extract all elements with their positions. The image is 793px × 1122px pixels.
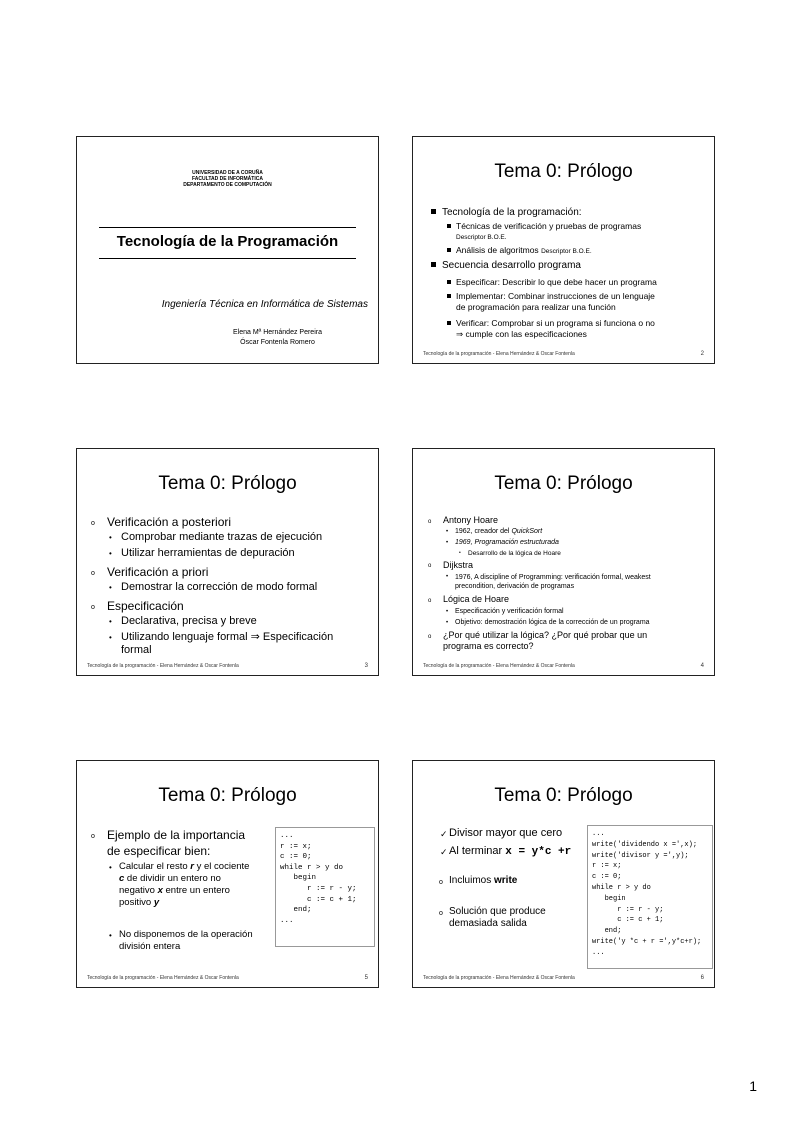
- circle-bullet-icon: o: [91, 520, 95, 527]
- square-bullet-icon: [447, 321, 451, 325]
- slide-4: [412, 448, 715, 676]
- list-item: Antony Hoare: [443, 515, 499, 525]
- check-icon: ✓: [440, 847, 448, 857]
- list-item: Solución que produce demasiada salida: [449, 906, 546, 929]
- slide-number: 4: [700, 663, 704, 669]
- dot-bullet-icon: •: [109, 533, 112, 542]
- circle-bullet-icon: o: [91, 604, 95, 611]
- list-item: Implementar: Combinar instrucciones de un lenguaje de programación para realizar una función: [447, 291, 655, 313]
- code-line: begin: [592, 894, 626, 903]
- list-item: Declarativa, precisa y breve: [121, 615, 257, 627]
- circle-bullet-icon: o: [428, 634, 432, 640]
- dot-bullet-icon: •: [109, 931, 112, 940]
- circle-bullet-icon: o: [91, 833, 95, 840]
- list-item: Objetivo: demostración lógica de la corrección de un programa: [455, 619, 650, 626]
- list-item: Especificación y verificación formal: [455, 608, 564, 615]
- list-item: ¿Por qué utilizar la lógica? ¿Por qué probar que un programa es correcto?: [443, 630, 648, 651]
- slide-title: Tema 0: Prólogo: [494, 473, 633, 494]
- list-item: 1976, A discipline of Programming: verificación formal, weakest precondition, derivación de programas: [455, 574, 651, 590]
- department-name: DEPARTAMENTO DE COMPUTACIÓN: [183, 182, 272, 188]
- slide-title: Tema 0: Prólogo: [494, 161, 633, 182]
- code-line: while r > y do: [592, 883, 651, 892]
- faculty-name: FACULTAD DE INFORMÁTICA: [192, 176, 263, 182]
- square-bullet-icon: [447, 248, 451, 252]
- list-item: Análisis de algoritmos Descriptor B.O.E.: [447, 245, 592, 255]
- list-item: Lógica de Hoare: [443, 594, 510, 604]
- list-item: Tecnología de la programación:: [431, 207, 582, 218]
- dot-bullet-icon: •: [446, 620, 449, 626]
- code-line: c := c + 1;: [592, 916, 664, 925]
- slide-footer: Tecnología de la programación - Elena Hernández & Oscar Fontenla: [423, 663, 575, 669]
- author-1: Elena Mª Hernández Pereira: [233, 329, 322, 336]
- list-item: Divisor mayor que cero: [449, 827, 563, 839]
- code-line: ...: [280, 832, 294, 840]
- dot-bullet-icon: •: [446, 540, 449, 546]
- code-line: c := c + 1;: [280, 895, 357, 904]
- square-bullet-icon: [447, 294, 451, 298]
- check-icon: ✓: [440, 829, 448, 839]
- circle-bullet-icon: o: [428, 598, 432, 604]
- code-line: write('dividendo x =',x);: [592, 840, 698, 849]
- dot-bullet-icon: •: [109, 633, 112, 642]
- list-item: Ejemplo de la importancia de especificar bien:: [107, 828, 246, 858]
- code-line: r := x;: [280, 842, 312, 851]
- slide-footer: Tecnología de la programación - Elena Hernández & Oscar Fontenla: [423, 351, 575, 357]
- slide-3: [76, 448, 379, 676]
- slide1-subtitle: Ingeniería Técnica en Informática de Sistemas: [161, 299, 368, 310]
- code-line: begin: [280, 874, 317, 883]
- slide-footer: Tecnología de la programación - Elena Hernández & Oscar Fontenla: [87, 975, 239, 981]
- list-item: Dijkstra: [443, 560, 474, 570]
- list-item: Especificar: Describir lo que debe hacer un programa: [447, 277, 657, 287]
- square-bullet-icon: [447, 280, 451, 284]
- dot-bullet-icon: •: [446, 609, 449, 615]
- list-item: Verificación a posteriori: [107, 515, 232, 529]
- list-item: Técnicas de verificación y pruebas de programas Descriptor B.O.E.: [447, 221, 641, 243]
- list-item: Utilizando lenguaje formal ⇒ Especificación formal: [121, 631, 334, 656]
- circle-bullet-icon: o: [439, 879, 443, 886]
- slide-number: 2: [700, 351, 704, 357]
- title-rule-bottom: [99, 258, 356, 259]
- list-item: 1969, Programación estructurada: [455, 539, 559, 546]
- slide-2: [412, 136, 715, 364]
- code-line: ...: [592, 830, 605, 838]
- list-item: Secuencia desarrollo programa: [431, 260, 581, 271]
- code-block: [275, 827, 375, 947]
- code-line: c := 0;: [592, 873, 622, 882]
- list-item: Demostrar la corrección de modo formal: [121, 581, 318, 593]
- slide-number: 5: [364, 975, 368, 981]
- list-item: Especificación: [107, 599, 184, 613]
- slide-footer: Tecnología de la programación - Elena Hernández & Oscar Fontenla: [87, 663, 239, 669]
- list-item: Comprobar mediante trazas de ejecución: [121, 531, 323, 543]
- list-item: No disponemos de la operación división entera: [119, 929, 253, 952]
- code-line: end;: [280, 906, 312, 915]
- circle-bullet-icon: o: [439, 910, 443, 917]
- title-rule-top: [99, 227, 356, 228]
- code-line: end;: [592, 927, 622, 936]
- list-item: Incluimos write: [449, 875, 518, 886]
- code-line: r := x;: [592, 862, 622, 871]
- code-line: write('y *c + r =',y*c+r);: [592, 937, 702, 946]
- square-bullet-icon: [431, 262, 436, 267]
- university-name: UNIVERSIDAD DE A CORUÑA: [192, 170, 263, 176]
- slide-footer: Tecnología de la programación - Elena Hernández & Oscar Fontenla: [423, 975, 575, 981]
- list-item: Utilizar herramientas de depuración: [121, 547, 295, 559]
- slide-title: Tema 0: Prólogo: [494, 785, 633, 806]
- code-line: while r > y do: [280, 863, 344, 872]
- author-2: Óscar Fontenla Romero: [240, 339, 315, 346]
- list-item: 1962, creador del QuickSort: [455, 528, 543, 535]
- slide-title: Tema 0: Prólogo: [158, 473, 297, 494]
- square-bullet-icon: [447, 224, 451, 228]
- dot-bullet-icon: •: [459, 550, 461, 556]
- circle-bullet-icon: o: [428, 563, 432, 569]
- code-line: r := r - y;: [280, 884, 357, 893]
- list-item: Verificar: Comprobar si un programa si funciona o no ⇒ cumple con las especificaciones: [447, 318, 655, 340]
- slide-6: [412, 760, 715, 988]
- slide1-header: [77, 170, 378, 188]
- slide1-authors: [77, 328, 378, 348]
- code-line: ...: [592, 948, 605, 957]
- code-line: c := 0;: [280, 853, 312, 862]
- dot-bullet-icon: •: [109, 549, 112, 558]
- slide-1: [76, 136, 379, 364]
- page-number: 1: [749, 1078, 757, 1094]
- slide-number: 3: [364, 663, 368, 669]
- slide-5: [76, 760, 379, 988]
- dot-bullet-icon: •: [109, 863, 112, 872]
- code-line: write('divisor y =',y);: [592, 851, 689, 860]
- dot-bullet-icon: •: [446, 574, 449, 580]
- slide-title: Tema 0: Prólogo: [158, 785, 297, 806]
- dot-bullet-icon: •: [109, 617, 112, 626]
- dot-bullet-icon: •: [109, 583, 112, 592]
- list-item: Desarrollo de la lógica de Hoare: [468, 550, 561, 557]
- code-line: ...: [280, 916, 294, 925]
- list-item: Calcular el resto r y el cociente c de dividir un entero no negativo x entre un entero positivo y: [119, 861, 250, 908]
- circle-bullet-icon: o: [91, 570, 95, 577]
- slide-number: 6: [700, 975, 704, 981]
- slide1-title: Tecnología de la Programación: [116, 233, 339, 250]
- square-bullet-icon: [431, 209, 436, 214]
- list-item: Al terminar x = y*c +r: [449, 845, 572, 858]
- circle-bullet-icon: o: [428, 519, 432, 525]
- dot-bullet-icon: •: [446, 529, 449, 535]
- code-block: [587, 825, 713, 969]
- list-item: Verificación a priori: [107, 565, 209, 579]
- code-line: r := r - y;: [592, 905, 664, 914]
